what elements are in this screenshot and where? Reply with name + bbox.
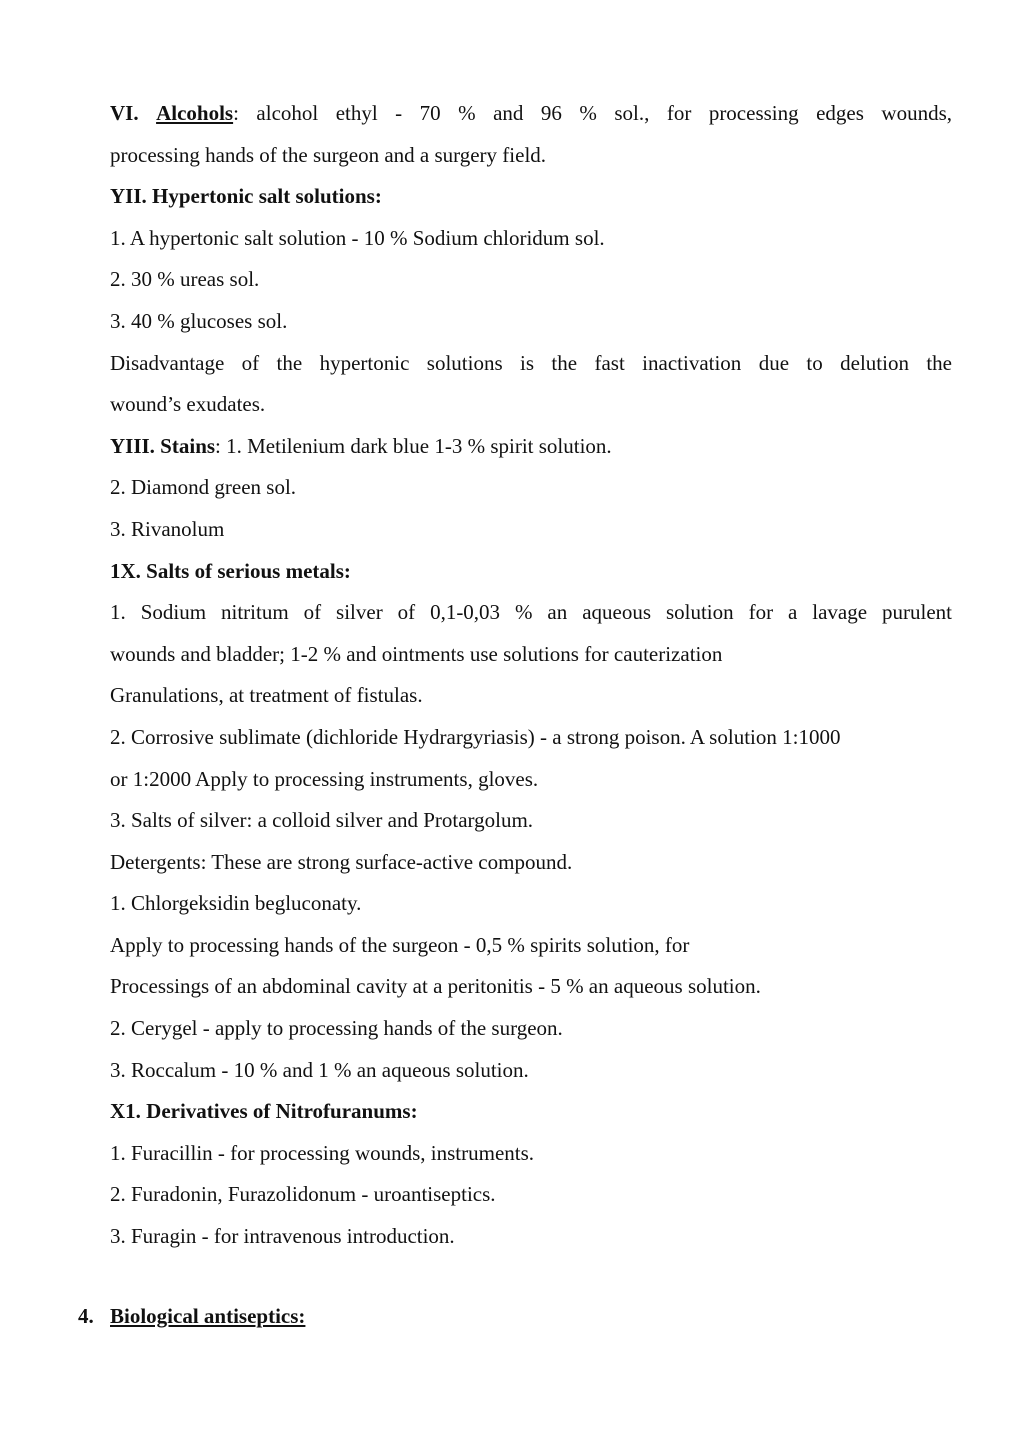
section-4-heading [78, 1296, 305, 1338]
section-4-title: Biological antiseptics: [110, 1304, 306, 1328]
detergents-item-2: 2. Cerygel - apply to processing hands of the surgeon. [110, 1016, 563, 1041]
hypertonic-heading: YII. Hypertonic salt solutions: [110, 184, 382, 209]
stains-item-2: 2. Diamond green sol. [110, 475, 297, 500]
alcohols-heading: Alcohols [156, 101, 234, 125]
detergents-item-1-use-line-2: Processings of an abdominal cavity at a peritonitis - 5 % an aqueous solution. [110, 974, 761, 999]
hypertonic-note-line-2: wound’s exudates. [110, 392, 266, 417]
nitrofurans-heading: X1. Derivatives of Nitrofuranums: [110, 1099, 418, 1124]
stains-item-1: : 1. Metilenium dark blue 1-3 % spirit solution. [215, 433, 612, 458]
metals-heading: 1X. Salts of serious metals: [110, 558, 351, 583]
stains-line-1 [110, 426, 952, 468]
hypertonic-item-2: 2. 30 % ureas sol. [110, 267, 260, 292]
metals-item-3: 3. Salts of silver: a colloid silver and Protargolum. [110, 808, 534, 833]
nitrofurans-item-1: 1. Furacillin - for processing wounds, instruments. [110, 1140, 535, 1165]
hypertonic-item-1: 1. A hypertonic salt solution - 10 % Sodium chloridum sol. [110, 225, 605, 250]
detergents-intro: Detergents: These are strong surface-active compound. [110, 849, 573, 874]
metals-item-2-line-1: 2. Corrosive sublimate (dichloride Hydrargyriasis) - a strong poison. A solution 1:1000 [110, 724, 841, 749]
alcohols-line-2: processing hands of the surgeon and a surgery field. [110, 142, 547, 167]
nitrofurans-item-3: 3. Furagin - for intravenous introduction. [110, 1224, 455, 1249]
detergents-item-3: 3. Roccalum - 10 % and 1 % an aqueous solution. [110, 1057, 529, 1082]
section-4-number: 4. [78, 1304, 94, 1328]
metals-item-1-line-3: Granulations, at treatment of fistulas. [110, 683, 423, 708]
stains-heading: YIII. Stains [110, 433, 216, 458]
alcohols-numeral: VI. [110, 101, 139, 125]
metals-item-1-line-2: wounds and bladder; 1-2 % and ointments use solutions for cauterization [110, 641, 723, 666]
document-body [110, 93, 952, 1258]
metals-item-2-line-2: or 1:2000 Apply to processing instruments, gloves. [110, 766, 539, 791]
alcohols-line-1-text: : alcohol ethyl - 70 % and 96 % sol., for processing edges wounds, [233, 101, 952, 125]
alcohols-line-1 [110, 93, 952, 135]
stains-item-3: 3. Rivanolum [110, 516, 225, 541]
hypertonic-note-line-1: Disadvantage of the hypertonic solutions is the fast inactivation due to delution the [110, 350, 952, 375]
nitrofurans-item-2: 2. Furadonin, Furazolidonum - uroantiseptics. [110, 1182, 496, 1207]
detergents-item-1-use-line-1: Apply to processing hands of the surgeon - 0,5 % spirits solution, for [110, 932, 690, 957]
metals-item-1-line-1: 1. Sodium nitritum of silver of 0,1-0,03 % an aqueous solution for a lavage purulent [110, 600, 952, 625]
hypertonic-item-3: 3. 40 % glucoses sol. [110, 308, 288, 333]
detergents-item-1: 1. Chlorgeksidin begluconaty. [110, 891, 362, 916]
